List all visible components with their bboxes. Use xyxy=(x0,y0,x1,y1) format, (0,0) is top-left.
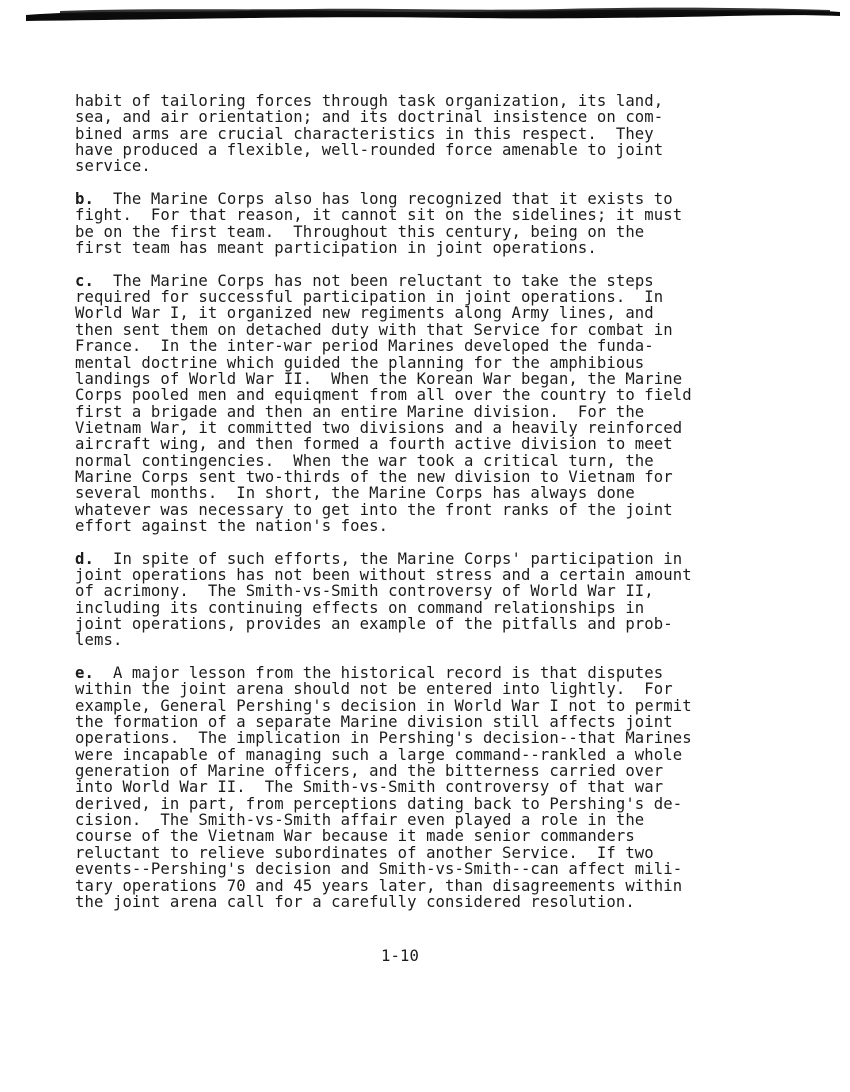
text-line: several months. In short, the Marine Corps has always done xyxy=(75,484,635,503)
text-line: France. In the inter-war period Marines developed the funda- xyxy=(75,337,654,356)
text-line: lems. xyxy=(75,631,123,650)
text-line: Marine Corps sent two-thirds of the new division to Vietnam for xyxy=(75,467,673,486)
text-line: events--Pershing's decision and Smith-vs-Smith--can affect mili- xyxy=(75,860,683,879)
text-line: e. A major lesson from the historical record is that disputes xyxy=(75,664,664,683)
paragraph xyxy=(75,93,775,175)
text-line: first a brigade and then an entire Marine division. For the xyxy=(75,402,645,421)
page-number: 1-10 xyxy=(381,947,419,965)
paragraph-label: b. xyxy=(75,190,94,209)
text-line: bined arms are crucial characteristics in this respect. They xyxy=(75,124,654,143)
text-line: example, General Pershing's decision in World War I not to permit xyxy=(75,696,692,715)
page-body xyxy=(75,93,775,910)
text-line: d. In spite of such efforts, the Marine Corps' participation in xyxy=(75,549,683,568)
text-line: sea, and air orientation; and its doctrinal insistence on com- xyxy=(75,108,664,127)
text-line: joint operations, provides an example of the pitfalls and prob- xyxy=(75,615,673,633)
text-line: be on the first team. Throughout this century, being on the xyxy=(75,222,645,241)
text-line: mental doctrine which guided the planning for the amphibious xyxy=(75,353,645,372)
text-line: normal contingencies. When the war took a critical turn, the xyxy=(75,451,654,470)
text-line: b. The Marine Corps also has long recognized that it exists to xyxy=(75,190,673,209)
text-line: habit of tailoring forces through task organization, its land, xyxy=(75,92,664,110)
text-line: tary operations 70 and 45 years later, than disagreements within xyxy=(75,876,683,895)
text-line: the formation of a separate Marine division still affects joint xyxy=(75,713,673,732)
text-line: cision. The Smith-vs-Smith affair even played a role in the xyxy=(75,811,645,830)
text-line: reluctant to relieve subordinates of another Service. If two xyxy=(75,843,654,862)
scan-artifact-bar xyxy=(0,0,850,30)
text-line: within the joint arena should not be entered into lightly. For xyxy=(75,680,673,699)
paragraph xyxy=(75,273,775,535)
text-line: course of the Vietnam War because it made senior commanders xyxy=(75,827,635,846)
text-line: service. xyxy=(75,157,151,176)
text-line: World War I, it organized new regiments along Army lines, and xyxy=(75,304,654,323)
text-line: aircraft wing, and then formed a fourth active division to meet xyxy=(75,435,673,454)
paragraph-label: e. xyxy=(75,664,94,683)
text-line: operations. The implication in Pershing's decision--that Marines xyxy=(75,729,692,748)
paragraph xyxy=(75,551,775,649)
text-line: into World War II. The Smith-vs-Smith controversy of that war xyxy=(75,778,664,797)
text-line: required for successful participation in joint operations. In xyxy=(75,288,664,307)
text-line: the joint arena call for a carefully considered resolution. xyxy=(75,892,635,911)
text-line: c. The Marine Corps has not been reluctant to take the steps xyxy=(75,271,654,290)
text-line: of acrimony. The Smith-vs-Smith controversy of World War II, xyxy=(75,582,654,601)
paragraph xyxy=(75,665,775,910)
text-line: whatever was necessary to get into the front ranks of the joint xyxy=(75,500,673,519)
text-line: were incapable of managing such a large command--rankled a whole xyxy=(75,745,683,764)
paragraph-label: c. xyxy=(75,271,94,290)
text-line: joint operations has not been without stress and a certain amount xyxy=(75,565,692,584)
paragraph-label: d. xyxy=(75,549,94,568)
text-line: fight. For that reason, it cannot sit on the sidelines; it must xyxy=(75,206,683,225)
text-line: have produced a flexible, well-rounded force amenable to joint xyxy=(75,141,664,160)
paragraph xyxy=(75,191,775,256)
text-line: Vietnam War, it committed two divisions and a heavily reinforced xyxy=(75,418,683,437)
text-line: Corps pooled men and equiqment from all over the country to field xyxy=(75,386,692,405)
text-line: including its continuing effects on command relationships in xyxy=(75,598,645,617)
text-line: generation of Marine officers, and the bitterness carried over xyxy=(75,762,664,781)
text-line: landings of World War II. When the Korean War began, the Marine xyxy=(75,369,683,388)
text-line: then sent them on detached duty with that Service for combat in xyxy=(75,320,673,339)
text-line: effort against the nation's foes. xyxy=(75,516,389,535)
text-line: derived, in part, from perceptions dating back to Pershing's de- xyxy=(75,794,683,813)
text-line: first team has meant participation in joint operations. xyxy=(75,239,597,258)
